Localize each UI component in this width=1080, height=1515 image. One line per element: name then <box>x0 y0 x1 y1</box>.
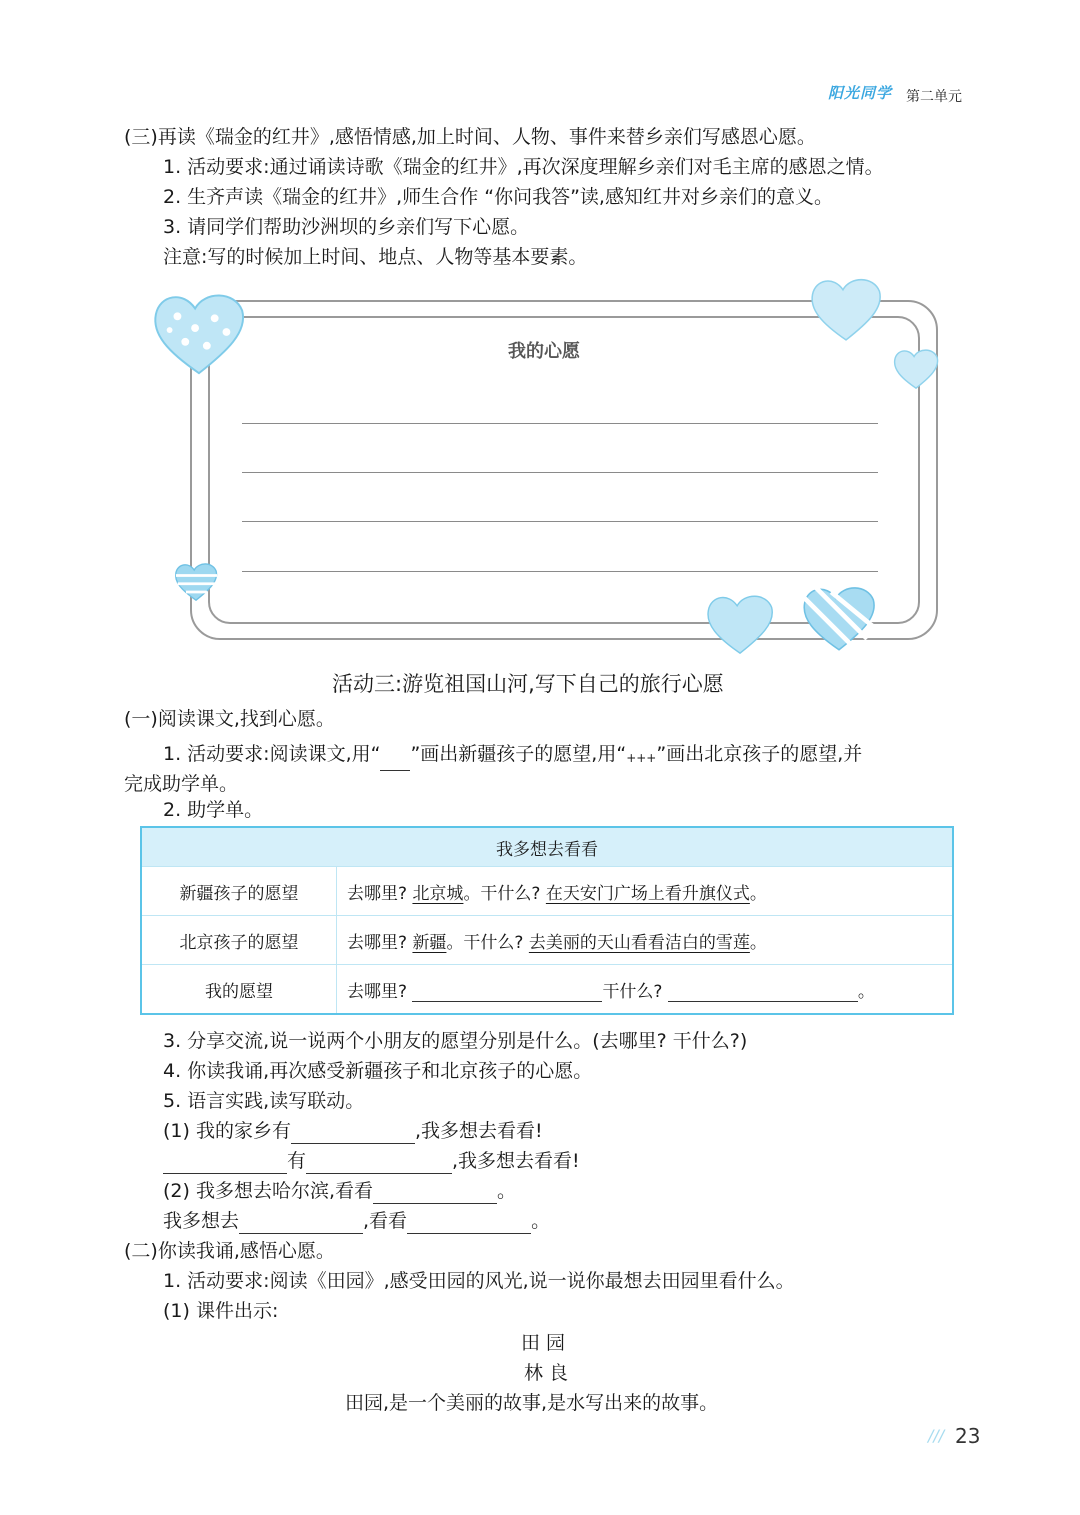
row-content <box>337 965 954 1015</box>
brand-logo: 阳光同学 <box>828 84 893 102</box>
practice-2-line1 <box>163 1178 516 1204</box>
practice-2-line2 <box>163 1208 550 1234</box>
writing-line[interactable] <box>242 423 878 424</box>
period: 。 <box>749 883 767 904</box>
row-content <box>337 916 954 965</box>
answer-what: 去美丽的天山看看洁白的雪莲 <box>528 932 750 953</box>
blank-input[interactable] <box>291 1123 415 1144</box>
practice-1-line2 <box>163 1148 580 1174</box>
page-decoration: /// <box>928 1426 945 1445</box>
row-content <box>337 867 954 916</box>
after-table-item4: 4. 你读我诵,再次感受新疆孩子和北京孩子的心愿。 <box>163 1060 593 1082</box>
section3-note: 注意:写的时候加上时间、地点、人物等基本要素。 <box>163 246 588 268</box>
blank-input[interactable] <box>239 1213 363 1234</box>
wavy-mark: +++ <box>626 751 657 765</box>
activity3-heading: 活动三:游览祖国山河,写下自己的旅行心愿 <box>332 672 724 696</box>
practice-text: (2) 我多想去哈尔滨,看看 <box>163 1180 373 1202</box>
practice-1-line1 <box>163 1118 543 1144</box>
practice-text: ,我多想去看看! <box>452 1150 580 1172</box>
question-where: 去哪里? <box>347 981 408 1002</box>
practice-text: 有 <box>287 1150 307 1172</box>
section3-item2: 2. 生齐声读《瑞金的红井》,师生合作 “你问我答”读,感知红井对乡亲们的意义。 <box>163 186 833 208</box>
heart-small-icon <box>892 344 940 392</box>
study-sheet-table <box>140 826 954 1015</box>
blank-what[interactable] <box>668 981 858 1002</box>
practice-text: 。 <box>497 1180 517 1202</box>
writing-line[interactable] <box>242 571 878 572</box>
heart-stripes-icon <box>800 580 878 654</box>
question-where: 去哪里? <box>347 932 408 953</box>
blank-input[interactable] <box>306 1153 452 1174</box>
practice-text: (1) 我的家乡有 <box>163 1120 291 1142</box>
activity3-part1-title: (一)阅读课文,找到心愿。 <box>124 708 335 730</box>
section3-title: (三)再读《瑞金的红井》,感悟情感,加上时间、人物、事件来替乡亲们写感恩心愿。 <box>124 126 816 148</box>
row-label: 新疆孩子的愿望 <box>141 867 337 916</box>
practice-text: 我多想去 <box>163 1210 240 1232</box>
activity3-requirement <box>163 741 862 771</box>
writing-line[interactable] <box>242 521 878 522</box>
heart-icon <box>704 590 776 656</box>
poem-author: 林 良 <box>524 1362 569 1384</box>
practice-text: ,我多想去看看! <box>414 1120 543 1142</box>
practice-text: ,看看 <box>363 1210 408 1232</box>
question-what: 干什么? <box>602 981 663 1002</box>
req-mid: ”画出新疆孩子的愿望,用“ <box>410 743 627 765</box>
period: 。 <box>857 981 875 1002</box>
practice-text: 。 <box>531 1210 551 1232</box>
heart-dots-icon <box>150 286 248 378</box>
req-prefix: 1. 活动要求:阅读课文,用“ <box>163 743 381 765</box>
req-end: ”画出北京孩子的愿望,并 <box>656 743 863 765</box>
blank-where[interactable] <box>412 981 602 1002</box>
blank-input[interactable] <box>373 1183 497 1204</box>
table-row <box>141 867 953 916</box>
poem-line: 田园,是一个美丽的故事,是水写出来的故事。 <box>345 1392 719 1414</box>
table-header-row <box>141 827 953 867</box>
table-title: 我多想去看看 <box>141 827 953 867</box>
after-table-item3: 3. 分享交流,说一说两个小朋友的愿望分别是什么。(去哪里? 干什么?) <box>163 1030 748 1052</box>
section3-item3: 3. 请同学们帮助沙洲坝的乡亲们写下心愿。 <box>163 216 530 238</box>
blank-input[interactable] <box>163 1153 287 1174</box>
row-label: 北京孩子的愿望 <box>141 916 337 965</box>
question-what: 。干什么? <box>446 932 524 953</box>
answer-what: 在天安门广场上看升旗仪式 <box>545 883 750 904</box>
after-table-item5: 5. 语言实践,读写联动。 <box>163 1090 365 1112</box>
activity3-item2: 2. 助学单。 <box>163 799 264 821</box>
page-number: 23 <box>955 1424 981 1448</box>
heart-stripes-small-icon <box>172 560 220 602</box>
poem-title: 田 园 <box>521 1332 566 1354</box>
blank-mark-straight <box>380 750 410 771</box>
blank-input[interactable] <box>407 1213 531 1234</box>
part2-sub1: (1) 课件出示: <box>163 1300 279 1322</box>
unit-label: 第二单元 <box>906 89 962 105</box>
wish-card-title: 我的心愿 <box>508 341 580 362</box>
answer-where: 新疆 <box>412 932 447 953</box>
table-row-my-wish <box>141 965 953 1015</box>
writing-line[interactable] <box>242 472 878 473</box>
answer-where: 北京城 <box>412 883 464 904</box>
question-where: 去哪里? <box>347 883 408 904</box>
part2-item1: 1. 活动要求:阅读《田园》,感受田园的风光,说一说你最想去田园里看什么。 <box>163 1270 795 1292</box>
row-label: 我的愿望 <box>141 965 337 1015</box>
section3-item1: 1. 活动要求:通过诵读诗歌《瑞金的红井》,再次深度理解乡亲们对毛主席的感恩之情。 <box>163 156 884 178</box>
table-row <box>141 916 953 965</box>
period: 。 <box>749 932 767 953</box>
heart-icon <box>808 272 884 344</box>
activity3-requirement-line2: 完成助学单。 <box>124 773 239 795</box>
question-what: 。干什么? <box>463 883 541 904</box>
part2-title: (二)你读我诵,感悟心愿。 <box>124 1240 335 1262</box>
